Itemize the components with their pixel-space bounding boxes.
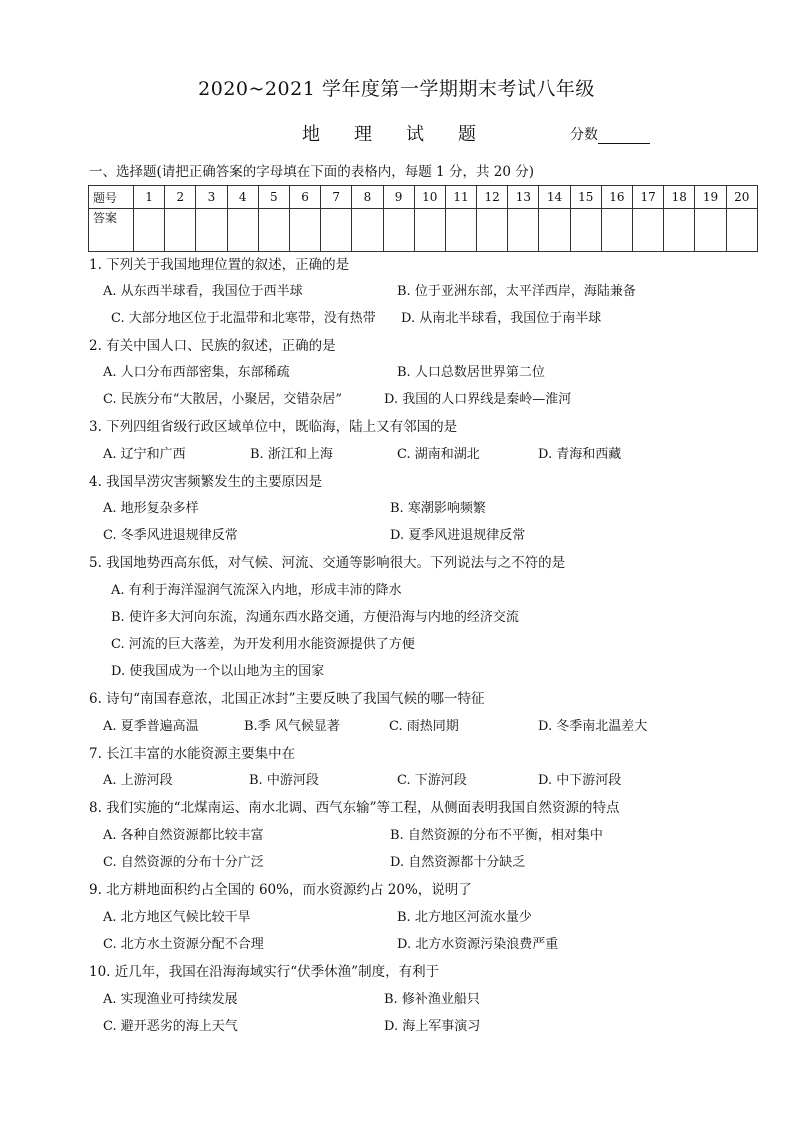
- row-label-answer: 答案: [89, 209, 134, 252]
- question-stem: 1. 下列关于我国地理位置的叙述，正确的是: [89, 257, 350, 273]
- answer-cell[interactable]: [321, 209, 352, 252]
- question-number-cell: 16: [601, 186, 632, 209]
- answer-table: [88, 185, 758, 252]
- option-b[interactable]: B. 人口总数居世界第二位: [397, 365, 545, 380]
- option-d[interactable]: D. 从南北半球看，我国位于南半球: [401, 311, 602, 326]
- answer-cell[interactable]: [570, 209, 601, 252]
- answer-cell[interactable]: [414, 209, 445, 252]
- answer-cell[interactable]: [664, 209, 695, 252]
- option-a[interactable]: A. 各种自然资源都比较丰富: [103, 828, 264, 843]
- option-d[interactable]: D. 使我国成为一个以山地为主的国家: [111, 664, 325, 679]
- option-d[interactable]: D. 夏季风进退规律反常: [390, 528, 526, 543]
- option-a[interactable]: A. 夏季普遍高温: [103, 719, 199, 734]
- question-number-cell: 6: [289, 186, 320, 209]
- answer-cell[interactable]: [477, 209, 508, 252]
- option-c[interactable]: C. 北方水土资源分配不合理: [103, 937, 264, 952]
- option-b[interactable]: B. 浙江和上海: [250, 447, 333, 462]
- option-d[interactable]: D. 冬季南北温差大: [538, 719, 648, 734]
- option-d[interactable]: D. 北方水资源污染浪费严重: [397, 937, 559, 952]
- answer-cell[interactable]: [165, 209, 196, 252]
- subject-char: 题: [458, 124, 476, 145]
- question-stem: 3. 下列四组省级行政区域单位中，既临海，陆上又有邻国的是: [89, 419, 458, 435]
- answer-cell[interactable]: [227, 209, 258, 252]
- score-blank[interactable]: [598, 129, 650, 144]
- answer-cell[interactable]: [539, 209, 570, 252]
- answer-cell[interactable]: [196, 209, 227, 252]
- option-d[interactable]: D. 自然资源都十分缺乏: [390, 855, 526, 870]
- question-stem: 4. 我国旱涝灾害频繁发生的主要原因是: [89, 474, 323, 490]
- option-c[interactable]: C. 湖南和湖北: [397, 447, 480, 462]
- question-stem: 10. 近几年，我国在沿海海域实行“伏季休渔”制度，有利于: [89, 964, 440, 980]
- question-number-cell: 18: [664, 186, 695, 209]
- answer-cell[interactable]: [508, 209, 539, 252]
- option-a[interactable]: A. 地形复杂多样: [103, 501, 199, 516]
- option-a[interactable]: A. 人口分布西部密集，东部稀疏: [103, 365, 290, 380]
- question-number-cell: 7: [321, 186, 352, 209]
- subject-char: 理: [354, 124, 372, 145]
- score-field: [570, 124, 650, 144]
- option-b[interactable]: B. 北方地区河流水量少: [397, 910, 532, 925]
- option-c[interactable]: C. 大部分地区位于北温带和北寒带，没有热带: [111, 311, 376, 326]
- question-stem: 7. 长江丰富的水能资源主要集中在: [89, 746, 296, 762]
- option-b[interactable]: B. 中游河段: [249, 773, 319, 788]
- answer-cell[interactable]: [445, 209, 476, 252]
- option-c[interactable]: C. 冬季风进退规律反常: [103, 528, 238, 543]
- option-c[interactable]: C. 避开恶劣的海上天气: [103, 1019, 238, 1034]
- option-c[interactable]: C. 民族分布“大散居，小聚居，交错杂居”: [103, 392, 343, 407]
- question-number-cell: 10: [414, 186, 445, 209]
- question-stem: 2. 有关中国人口、民族的叙述，正确的是: [89, 338, 336, 354]
- question-stem: 6. 诗句“南国春意浓，北国正冰封”主要反映了我国气候的哪一特征: [89, 691, 485, 707]
- option-c[interactable]: C. 河流的巨大落差，为开发利用水能资源提供了方便: [111, 637, 415, 652]
- option-c[interactable]: C. 下游河段: [397, 773, 467, 788]
- answer-cell[interactable]: [601, 209, 632, 252]
- option-a[interactable]: A. 实现渔业可持续发展: [103, 992, 238, 1007]
- question-number-cell: 17: [633, 186, 664, 209]
- answer-cell[interactable]: [352, 209, 383, 252]
- option-b[interactable]: B. 自然资源的分布不平衡，相对集中: [390, 828, 603, 843]
- question-number-cell: 20: [726, 186, 757, 209]
- answer-cell[interactable]: [383, 209, 414, 252]
- question-number-cell: 3: [196, 186, 227, 209]
- score-label: 分数: [570, 127, 598, 143]
- answer-cell[interactable]: [726, 209, 757, 252]
- option-b[interactable]: B. 使许多大河向东流，沟通东西水路交通，方便沿海与内地的经济交流: [111, 610, 519, 625]
- answer-table-number-row: [89, 186, 758, 209]
- option-d[interactable]: D. 中下游河段: [538, 773, 622, 788]
- question-stem: 8. 我们实施的“北煤南运、南水北调、西气东输”等工程，从侧面表明我国自然资源的特点: [89, 800, 620, 816]
- answer-cell[interactable]: [289, 209, 320, 252]
- answer-cell[interactable]: [695, 209, 726, 252]
- question-number-cell: 19: [695, 186, 726, 209]
- page-title: 2020~2021 学年度第一学期期末考试八年级: [198, 78, 595, 100]
- question-number-cell: 4: [227, 186, 258, 209]
- question-number-cell: 2: [165, 186, 196, 209]
- answer-cell[interactable]: [633, 209, 664, 252]
- option-b[interactable]: B. 位于亚洲东部，太平洋西岸，海陆兼备: [397, 284, 636, 299]
- question-number-cell: 13: [508, 186, 539, 209]
- answer-cell[interactable]: [134, 209, 165, 252]
- question-number-cell: 8: [352, 186, 383, 209]
- question-number-cell: 14: [539, 186, 570, 209]
- question-stem: 9. 北方耕地面积约占全国的 60%，而水资源约占 20%，说明了: [89, 882, 472, 898]
- option-a[interactable]: A. 上游河段: [103, 773, 173, 788]
- option-a[interactable]: A. 辽宁和广西: [103, 447, 186, 462]
- question-number-cell: 9: [383, 186, 414, 209]
- section-heading: 一、选择题(请把正确答案的字母填在下面的表格内，每题 1 分，共 20 分): [89, 164, 534, 180]
- option-a[interactable]: A. 有利于海洋湿润气流深入内地，形成丰沛的降水: [111, 583, 402, 598]
- question-number-cell: 1: [134, 186, 165, 209]
- subject-char: 地: [302, 124, 320, 145]
- option-b[interactable]: B.季 风气候显著: [244, 719, 340, 734]
- row-label-number: 题号: [89, 186, 134, 209]
- question-stem: 5. 我国地势西高东低，对气候、河流、交通等影响很大。下列说法与之不符的是: [89, 555, 566, 571]
- question-number-cell: 5: [258, 186, 289, 209]
- question-number-cell: 12: [477, 186, 508, 209]
- option-b[interactable]: B. 修补渔业船只: [384, 992, 480, 1007]
- question-number-cell: 15: [570, 186, 601, 209]
- option-c[interactable]: C. 自然资源的分布十分广泛: [103, 855, 264, 870]
- option-d[interactable]: D. 海上军事演习: [384, 1019, 481, 1034]
- question-number-cell: 11: [445, 186, 476, 209]
- subject-title: [302, 120, 510, 146]
- answer-cell[interactable]: [258, 209, 289, 252]
- subject-char: 试: [406, 124, 424, 145]
- option-c[interactable]: C. 雨热同期: [389, 719, 459, 734]
- option-a[interactable]: A. 北方地区气候比较干旱: [103, 910, 251, 925]
- option-d[interactable]: D. 我国的人口界线是秦岭—淮河: [384, 392, 572, 407]
- option-d[interactable]: D. 青海和西藏: [538, 447, 622, 462]
- answer-table-answer-row: [89, 209, 758, 252]
- option-a[interactable]: A. 从东西半球看，我国位于西半球: [103, 284, 303, 299]
- option-b[interactable]: B. 寒潮影响频繁: [390, 501, 486, 516]
